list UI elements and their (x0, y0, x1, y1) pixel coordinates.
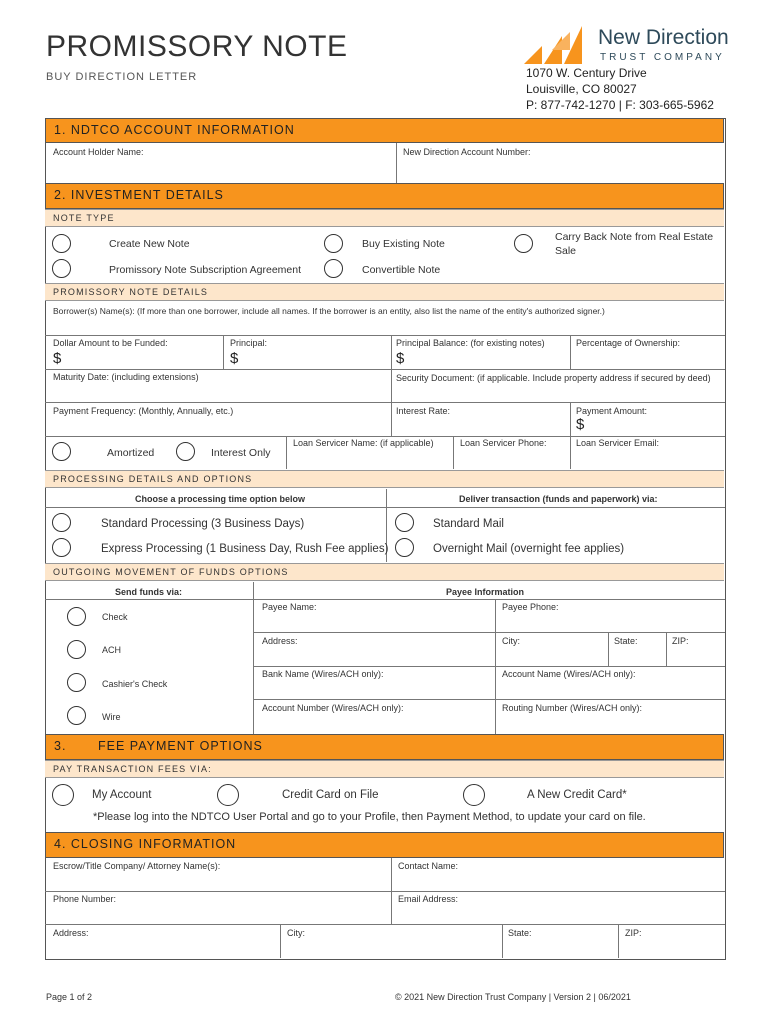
payee-name-field[interactable]: Payee Name: (262, 602, 317, 612)
divider (45, 436, 725, 437)
payee-zip-field[interactable]: ZIP: (672, 636, 689, 646)
outgoing-funds-bar (45, 563, 724, 581)
email-address-field[interactable]: Email Address: (398, 894, 459, 904)
page-number: Page 1 of 2 (46, 992, 93, 1002)
divider (45, 599, 725, 600)
label-new-credit-card: A New Credit Card* (527, 789, 627, 801)
section-2-title: 2. INVESTMENT DETAILS (54, 188, 224, 202)
payee-state-field[interactable]: State: (614, 636, 638, 646)
divider (45, 891, 725, 892)
section-3-header (45, 734, 724, 760)
loan-servicer-phone-field[interactable]: Loan Servicer Phone: (460, 438, 547, 448)
payment-frequency-field[interactable]: Payment Frequency: (Monthly, Annually, etc.) (53, 406, 234, 416)
dollar-sign: $ (53, 350, 62, 367)
divider (666, 632, 667, 666)
divider (45, 335, 725, 336)
label-ach: ACH (102, 645, 122, 655)
label-overnight-mail: Overnight Mail (overnight fee applies) (433, 543, 625, 555)
dollar-sign: $ (230, 350, 239, 367)
dollar-sign: $ (576, 416, 585, 433)
deliver-via-header: Deliver transaction (funds and paperwork) via: (459, 494, 658, 504)
copyright: © 2021 New Direction Trust Company | Version 2 | 06/2021 (395, 992, 631, 1002)
send-funds-header: Send funds via: (115, 587, 183, 597)
radio-carry-back-note[interactable] (514, 234, 533, 253)
divider (45, 924, 725, 925)
loan-servicer-email-field[interactable]: Loan Servicer Email: (576, 438, 660, 448)
processing-time-header: Choose a processing time option below (135, 494, 306, 504)
payee-info-header: Payee Information (446, 587, 525, 597)
divider (391, 335, 392, 436)
page-title: PROMISSORY NOTE (46, 30, 348, 63)
company-contact: P: 877-742-1270 | F: 303-665-5962 (526, 98, 714, 112)
pct-ownership-field[interactable]: Percentage of Ownership: (576, 338, 681, 348)
note-details-bar (45, 283, 724, 301)
radio-wire[interactable] (67, 706, 86, 725)
account-number-wire-field[interactable]: Account Number (Wires/ACH only): (262, 703, 404, 713)
divider (45, 507, 725, 508)
account-name-field[interactable]: Account Name (Wires/ACH only): (502, 669, 636, 679)
radio-overnight-mail[interactable] (395, 538, 414, 557)
divider (280, 924, 281, 958)
payee-address-field[interactable]: Address: (262, 636, 298, 646)
fee-payment-note: *Please log into the NDTCO User Portal and go to your Profile, then Payment Method, to update your card on file. (93, 811, 646, 823)
divider (253, 632, 725, 633)
company-address-1: 1070 W. Century Drive (526, 66, 647, 80)
label-carry-back-note: Carry Back Note from Real Estate Sale (555, 231, 714, 257)
closing-city-field[interactable]: City: (287, 928, 305, 938)
note-type-bar (45, 209, 724, 227)
closing-state-field[interactable]: State: (508, 928, 532, 938)
pay-fees-bar (45, 760, 724, 778)
contact-name-field[interactable]: Contact Name: (398, 861, 459, 871)
principal-field[interactable]: Principal: (230, 338, 268, 348)
divider (223, 335, 224, 369)
divider (253, 666, 725, 667)
radio-express-processing[interactable] (52, 538, 71, 557)
radio-subscription-agreement[interactable] (52, 259, 71, 278)
account-holder-field[interactable]: Account Holder Name: (53, 147, 144, 157)
divider (286, 436, 287, 469)
payment-amount-field[interactable]: Payment Amount: (576, 406, 648, 416)
radio-interest-only[interactable] (176, 442, 195, 461)
divider (502, 924, 503, 958)
closing-address-field[interactable]: Address: (53, 928, 89, 938)
section-4-header (45, 832, 724, 858)
divider (570, 335, 571, 369)
outgoing-funds-label: OUTGOING MOVEMENT OF FUNDS OPTIONS (53, 567, 289, 577)
company-name: New Direction (598, 26, 729, 49)
security-document-field[interactable]: Security Document: (if applicable. Include property address if secured by deed) (396, 373, 711, 383)
label-standard-processing: Standard Processing (3 Business Days) (101, 518, 305, 530)
label-convertible-note: Convertible Note (362, 264, 441, 276)
company-tagline: TRUST COMPANY (600, 52, 725, 63)
phone-number-field[interactable]: Phone Number: (53, 894, 117, 904)
radio-standard-mail[interactable] (395, 513, 414, 532)
divider (608, 632, 609, 666)
section-2-header (45, 183, 724, 209)
account-number-field[interactable]: New Direction Account Number: (403, 147, 531, 157)
label-credit-card-on-file: Credit Card on File (282, 789, 379, 801)
radio-new-credit-card[interactable] (463, 784, 485, 806)
radio-my-account[interactable] (52, 784, 74, 806)
radio-credit-card-on-file[interactable] (217, 784, 239, 806)
label-express-processing: Express Processing (1 Business Day, Rush Fee applies) (101, 543, 389, 555)
dollar-sign: $ (396, 350, 405, 367)
interest-rate-field[interactable]: Interest Rate: (396, 406, 451, 416)
radio-create-new-note[interactable] (52, 234, 71, 253)
section-4-title: 4. CLOSING INFORMATION (54, 837, 237, 851)
divider (45, 369, 725, 370)
radio-check[interactable] (67, 607, 86, 626)
processing-label: PROCESSING DETAILS AND OPTIONS (53, 474, 253, 484)
borrowers-field[interactable]: Borrower(s) Name(s): (If more than one borrower, include all names. If the borrower is an entity, also list the name of the entity's authorized signer.) (53, 306, 605, 316)
radio-convertible-note[interactable] (324, 259, 343, 278)
maturity-date-field[interactable]: Maturity Date: (including extensions) (53, 372, 199, 382)
note-details-label: PROMISSORY NOTE DETAILS (53, 287, 209, 297)
label-interest-only: Interest Only (211, 447, 271, 459)
closing-zip-field[interactable]: ZIP: (625, 928, 642, 938)
company-logo-icon (522, 24, 586, 66)
loan-servicer-name-field[interactable]: Loan Servicer Name: (if applicable) (293, 438, 434, 448)
radio-cashiers-check[interactable] (67, 673, 86, 692)
divider (618, 924, 619, 958)
label-cashiers-check: Cashier's Check (102, 679, 168, 689)
section-1-title: 1. NDTCO ACCOUNT INFORMATION (54, 123, 295, 137)
divider (253, 582, 254, 734)
label-subscription-agreement: Promissory Note Subscription Agreement (109, 264, 301, 276)
company-address-2: Louisville, CO 80027 (526, 82, 637, 96)
divider (396, 143, 397, 183)
radio-buy-existing-note[interactable] (324, 234, 343, 253)
label-check: Check (102, 612, 128, 622)
label-wire: Wire (102, 712, 121, 722)
label-standard-mail: Standard Mail (433, 518, 504, 530)
principal-balance-field[interactable]: Principal Balance: (for existing notes) (396, 338, 545, 348)
page-subtitle: BUY DIRECTION LETTER (46, 71, 198, 83)
routing-number-field[interactable]: Routing Number (Wires/ACH only): (502, 703, 643, 713)
divider (453, 436, 454, 469)
label-amortized: Amortized (107, 447, 155, 459)
bank-name-field[interactable]: Bank Name (Wires/ACH only): (262, 669, 384, 679)
radio-standard-processing[interactable] (52, 513, 71, 532)
section-3-title: FEE PAYMENT OPTIONS (98, 739, 263, 753)
note-type-label: NOTE TYPE (53, 213, 115, 223)
label-my-account: My Account (92, 789, 152, 801)
label-buy-existing-note: Buy Existing Note (362, 238, 445, 250)
dollar-amount-field[interactable]: Dollar Amount to be Funded: (53, 338, 168, 348)
radio-amortized[interactable] (52, 442, 71, 461)
radio-ach[interactable] (67, 640, 86, 659)
section-3-number: 3. (54, 739, 67, 753)
section-1-header (45, 118, 724, 143)
divider (253, 699, 725, 700)
pay-fees-label: PAY TRANSACTION FEES VIA: (53, 764, 212, 774)
escrow-company-field[interactable]: Escrow/Title Company/ Attorney Name(s): (53, 861, 221, 871)
payee-city-field[interactable]: City: (502, 636, 520, 646)
label-create-new-note: Create New Note (109, 238, 190, 250)
processing-bar (45, 470, 724, 488)
payee-phone-field[interactable]: Payee Phone: (502, 602, 559, 612)
divider (45, 402, 725, 403)
